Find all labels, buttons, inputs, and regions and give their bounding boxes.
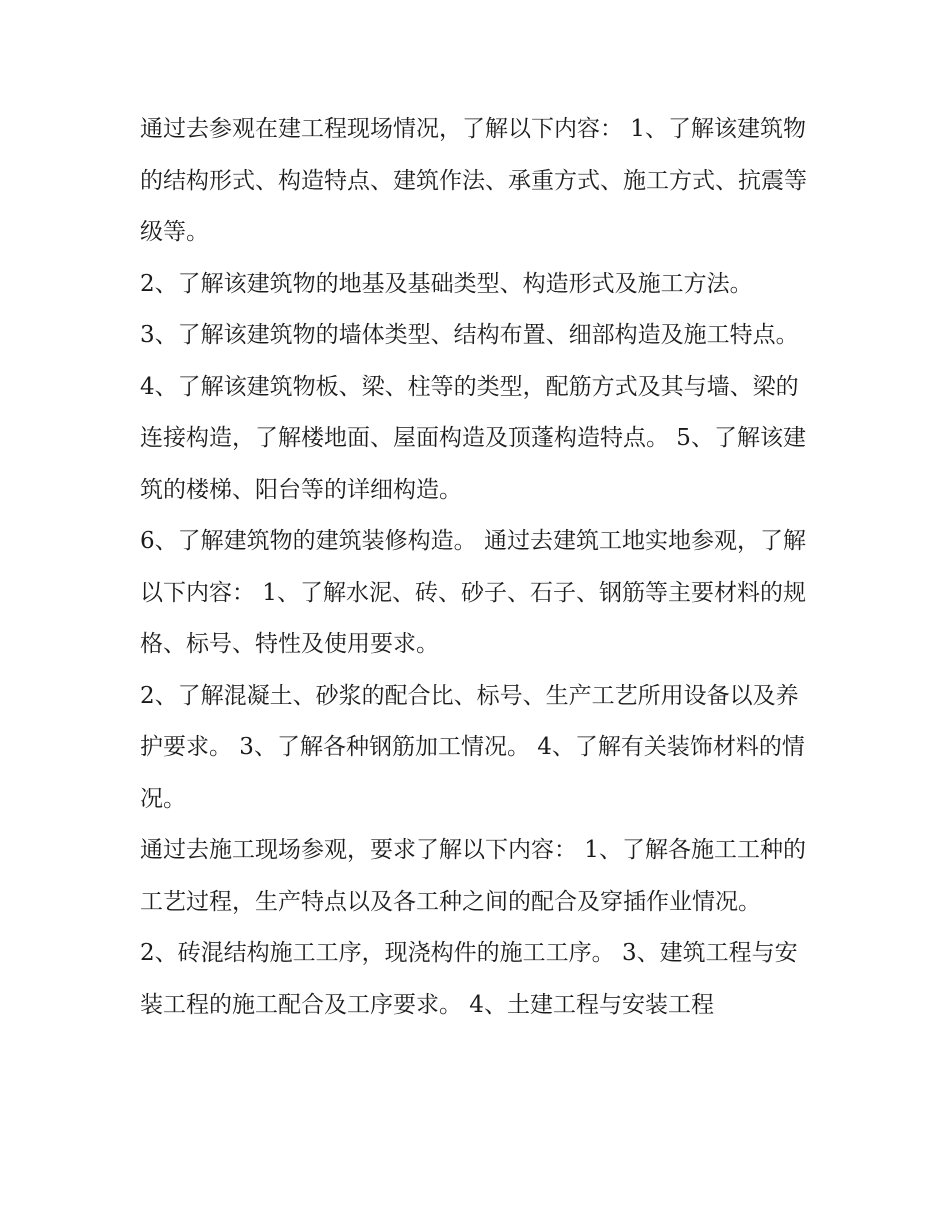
paragraph-3: 3、了解该建筑物的墙体类型、结构布置、细部构造及施工特点。 [140,322,799,348]
paragraph-4: 4、了解该建筑物板、梁、柱等的类型，配筋方式及其与墙、梁的连接构造，了解楼地面、屋面构造及顶蓬构造特点。 5、了解该建筑的楼梯、阳台等的详细构造。 [140,373,806,503]
paragraph-1: 通过去参观在建工程现场情况，了解以下内容： 1、了解该建筑物的结构形式、构造特点、建筑作法、承重方式、施工方式、抗震等级等。 [140,116,807,245]
paragraph-2: 2、了解该建筑物的地基及基础类型、构造形式及施工方法。 [140,270,753,297]
paragraph-7: 通过去施工现场参观，要求了解以下内容： 1、了解各施工工种的工艺过程，生产特点以及各工种之间的配合及穿插作业情况。 [140,837,806,915]
paragraph-8: 2、砖混结构施工工序，现浇构件的施工工序。 3、建筑工程与安装工程的施工配合及工序要求。 4、土建工程与安装工程 [140,940,798,1018]
paragraph-6: 2、了解混凝土、砂浆的配合比、标号、生产工艺所用设备以及养护要求。 3、了解各种钢筋加工情况。 4、了解有关装饰材料的情况。 [140,682,805,812]
paragraph-5: 6、了解建筑物的建筑装修构造。 通过去建筑工地实地参观，了解以下内容： 1、了解水泥、砖、砂子、石子、钢筋等主要材料的规格、标号、特性及使用要求。 [140,528,806,657]
document-body [140,104,820,1031]
